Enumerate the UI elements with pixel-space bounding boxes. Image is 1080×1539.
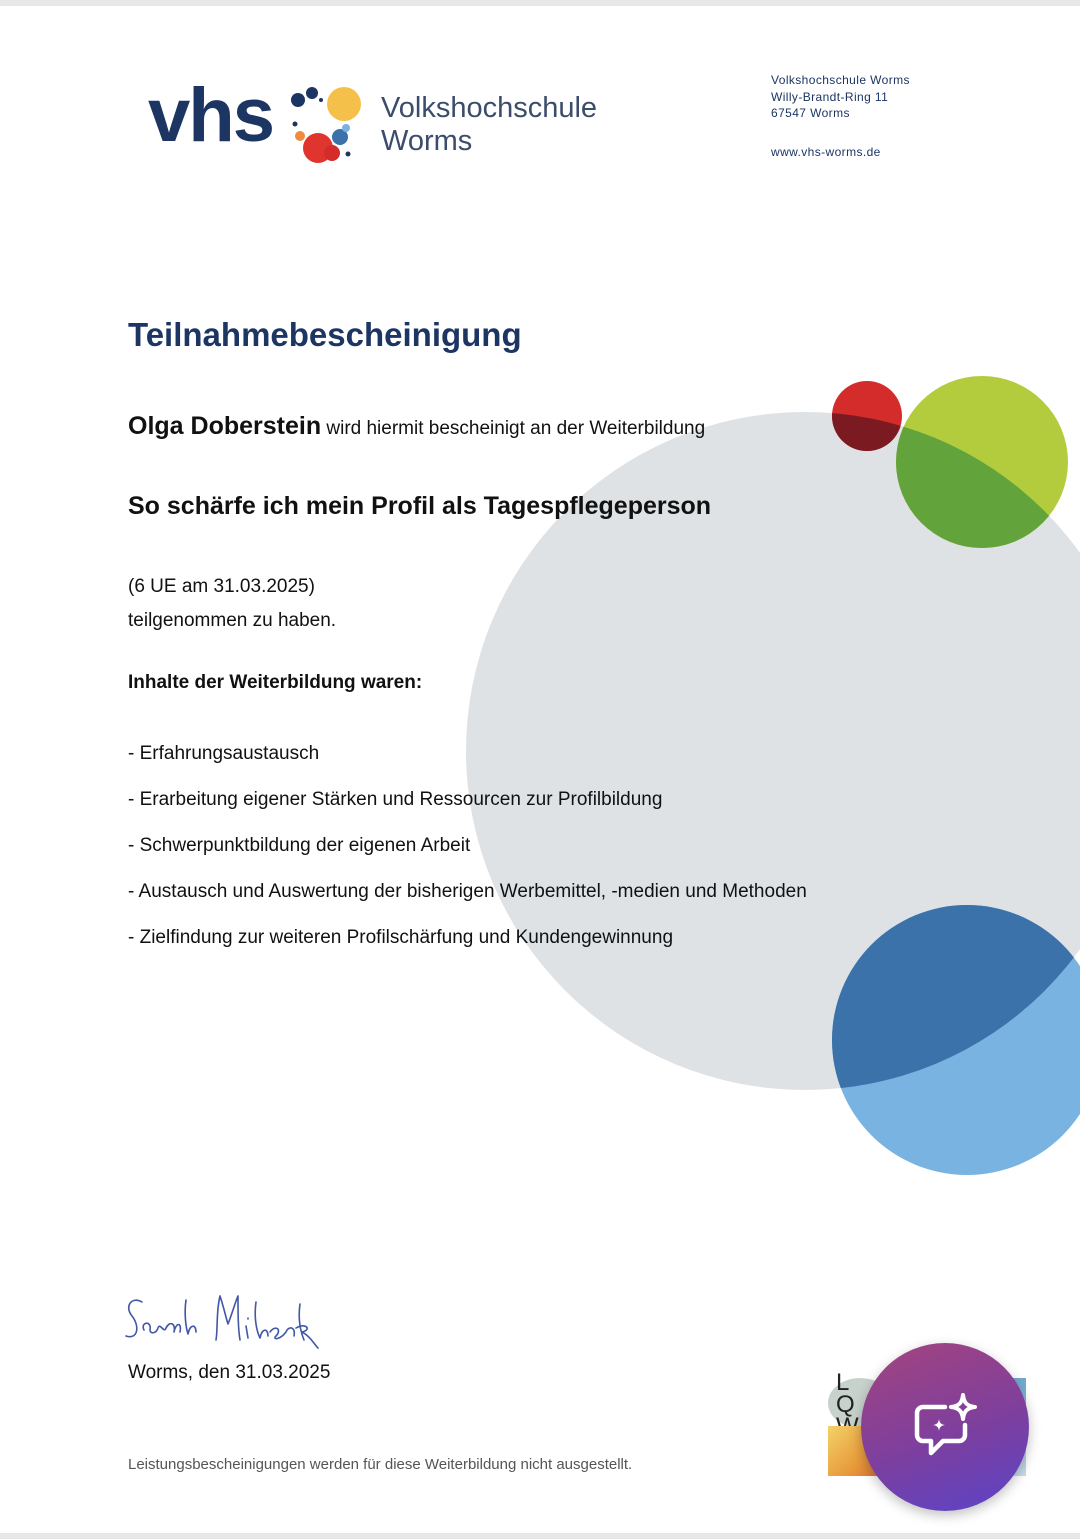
document-title: Teilnahmebescheinigung [128,316,522,353]
participant-name: Olga Doberstein [128,412,322,440]
address-city: 67547 Worms [771,106,850,120]
list-item: - Erfahrungsaustausch [128,743,320,764]
attendance-info [128,570,336,638]
contents-list [128,742,807,972]
chat-sparkle-icon [909,1391,981,1463]
lqw-badge-text: LQ [836,1369,855,1418]
address-name: Volkshochschule Worms [771,73,910,87]
sender-address [771,72,910,160]
list-item: - Austausch und Auswertung der bisherigen Werbemittel, -medien und Methoden [128,881,807,902]
list-item: - Zielfindung zur weiteren Profilschärfung und Kundengewinnung [128,927,674,948]
place-date: Worms, den 31.03.2025 [128,1362,331,1383]
list-item: - Schwerpunktbildung der eigenen Arbeit [128,835,471,856]
course-title: So schärfe ich mein Profil als Tagespflegeperson [128,492,712,520]
attended-text: teilgenommen zu haben. [128,610,337,631]
course-scope: (6 UE am 31.03.2025) [128,576,315,597]
certificate-page [0,6,1080,1533]
vhs-logo-dots [286,82,366,166]
participant-line [128,412,705,441]
list-item: - Erarbeitung eigener Stärken und Ressourcen zur Profilbildung [128,789,663,810]
footer-note: Leistungsbescheinigungen werden für diese Weiterbildung nicht ausgestellt. [128,1456,633,1473]
assistant-chat-button[interactable] [861,1343,1029,1511]
vhs-logo-name: Volkshochschule Worms [381,92,598,157]
address-website[interactable]: www.vhs-worms.de [771,144,881,159]
address-street: Willy-Brandt-Ring 11 [771,89,889,104]
vhs-logo-mark: vhs [148,73,273,158]
intro-text: wird hiermit bescheinigt an der Weiterbildung [326,418,706,439]
contents-heading: Inhalte der Weiterbildung waren: [128,672,423,693]
signature [120,1288,320,1368]
